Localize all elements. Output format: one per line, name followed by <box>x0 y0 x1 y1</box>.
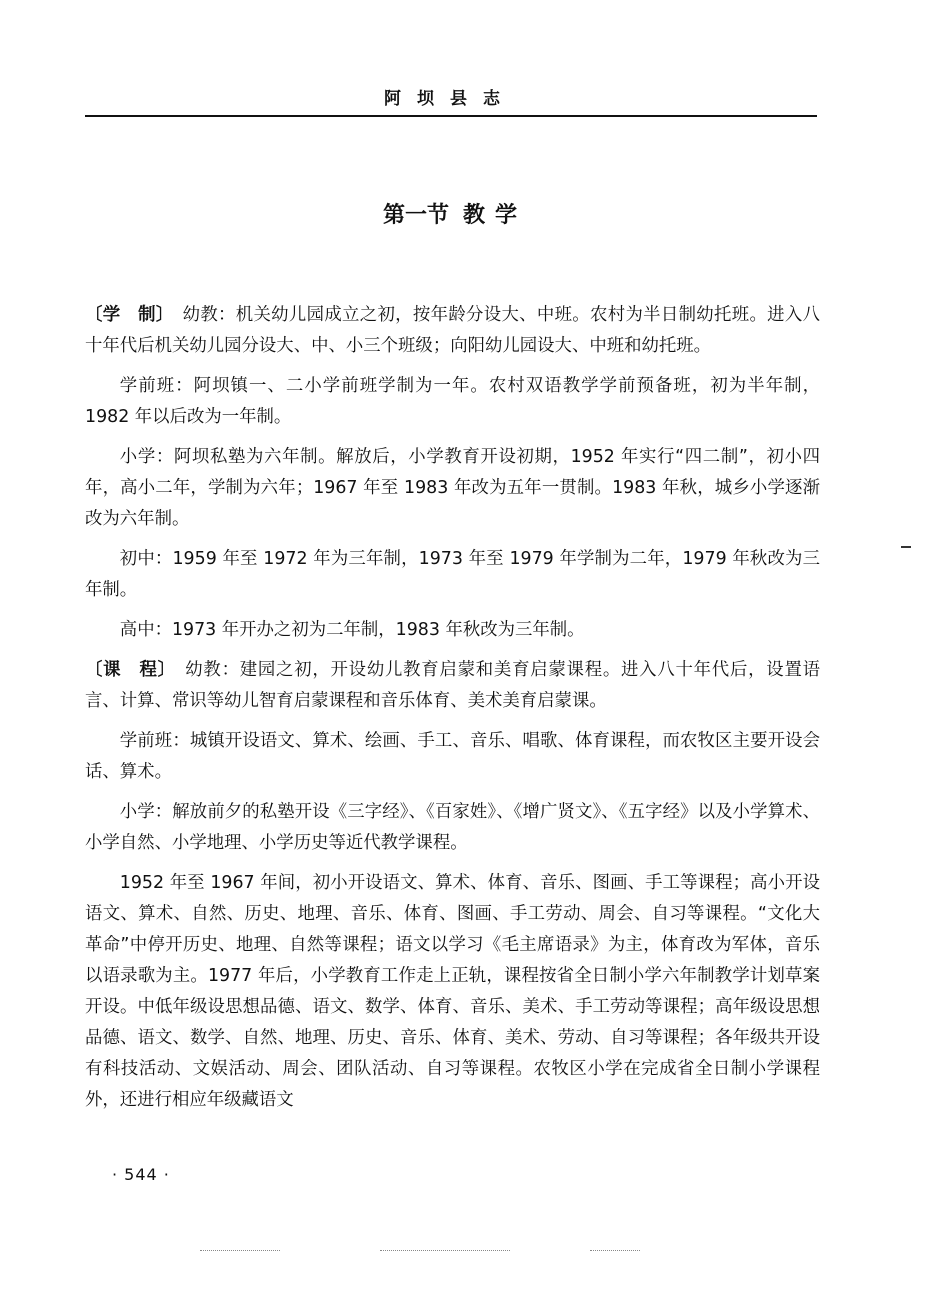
paragraph-curriculum <box>85 655 820 717</box>
paragraph-primary: 小学：阿坝私塾为六年制。解放后，小学教育开设初期，1952 年实行“四二制”，初小四年，高小二年，学制为六年；1967 年至 1983 年改为五年一贯制。1983 年秋，城乡小学逐渐改为六年制。 <box>85 447 820 529</box>
scan-artifact-dots <box>200 1250 280 1252</box>
paragraph-school-system <box>85 300 820 362</box>
section-number: 第一节 <box>382 203 449 228</box>
paragraph-primary-curriculum: 小学：解放前夕的私塾开设《三字经》、《百家姓》、《增广贤文》、《五字经》以及小学算术、小学自然、小学地理、小学历史等近代教学课程。 <box>85 802 820 853</box>
scan-artifact-dots <box>380 1250 510 1252</box>
header-rule <box>85 115 817 117</box>
paragraph-junior-high: 初中：1959 年至 1972 年为三年制，1973 年至 1979 年学制为二年，1979 年秋改为三年制。 <box>85 549 820 600</box>
heading-tag-curriculum: 〔课 程〕 <box>85 660 176 680</box>
section-title-char-2: 学 <box>495 203 518 228</box>
paragraph-1952-1967: 1952 年至 1967 年间，初小开设语文、算术、体育、音乐、图画、手工等课程；高小开设语文、算术、自然、历史、地理、音乐、体育、图画、手工劳动、周会、自习等课程。“文化大革命”中停开历史、地理、自然等课程；语文以学习《毛主席语录》为主，体育改为军体，音乐以语录歌为主。1977 年后，小学教育工作走上正轨，课程按省全日制小学六年制教学计划草案开设。中低年级设思想品德、语文、数学、体育、音乐、美术、手工劳动等课程；高年级设思想品德、语文、数学、自然、地理、历史、音乐、体育、美术、劳动、自习等课程；各年级共开设有科技活动、文娱活动、周会、团队活动、自习等课程。农牧区小学在完成省全日制小学课程外，还进行相应年级藏语文 <box>85 873 820 1110</box>
running-head: 阿坝县志 <box>384 89 516 109</box>
paragraph-preschool: 学前班：阿坝镇一、二小学前班学制为一年。农村双语教学学前预备班，初为半年制，1982 年以后改为一年制。 <box>85 376 820 427</box>
paragraph-text: 幼教：建园之初，开设幼儿教育启蒙和美育启蒙课程。进入八十年代后，设置语言、计算、常识等幼儿智育启蒙课程和音乐体育、美术美育启蒙课。 <box>85 660 820 711</box>
body-text <box>85 300 820 1125</box>
section-title-char-1: 教 <box>462 203 485 228</box>
paragraph-text: 幼教：机关幼儿园成立之初，按年龄分设大、中班。农村为半日制幼托班。进入八十年代后机关幼儿园分设大、中、小三个班级；向阳幼儿园设大、中班和幼托班。 <box>85 305 820 356</box>
page-number: · 544 · <box>112 1165 170 1184</box>
paragraph-senior-high: 高中：1973 年开办之初为二年制，1983 年秋改为三年制。 <box>119 620 585 640</box>
scan-artifact-mark <box>901 546 911 548</box>
scan-artifact-dots <box>590 1250 640 1252</box>
section-title <box>85 198 815 229</box>
heading-tag-school-system: 〔学 制〕 <box>85 305 174 325</box>
paragraph-preschool-curriculum: 学前班：城镇开设语文、算术、绘画、手工、音乐、唱歌、体育课程，而农牧区主要开设会话、算术。 <box>85 731 820 782</box>
